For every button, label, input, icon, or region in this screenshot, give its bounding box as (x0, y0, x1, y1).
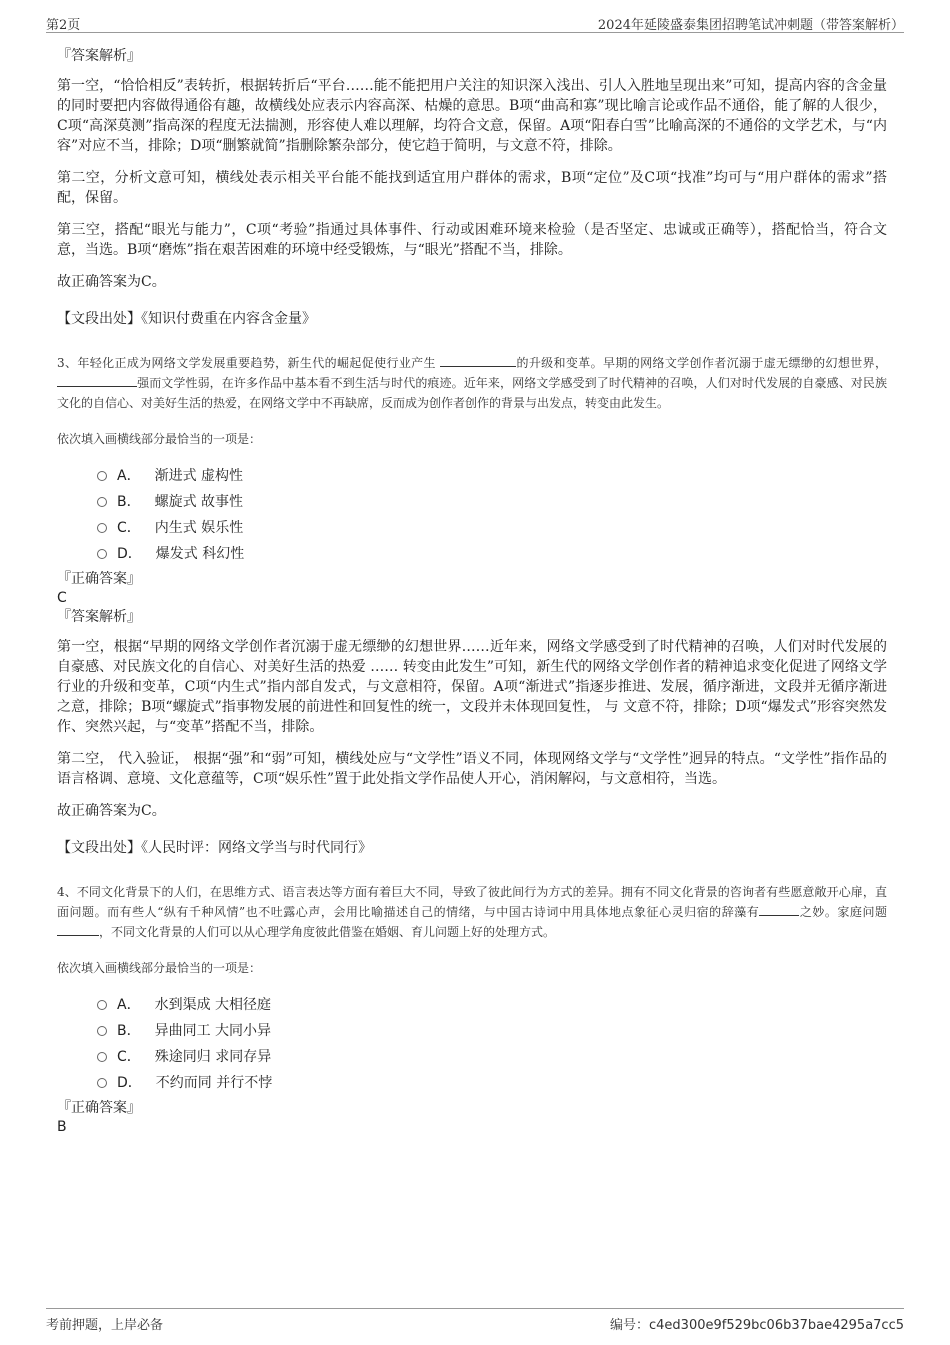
q4-instruction: 依次填入画横线部分最恰当的一项是： (57, 961, 262, 975)
q2-conclusion: 故正确答案为C。 (57, 274, 166, 290)
q3-analysis-p1: 第一空，根据“早期的网络文学创作者沉溺于虚无缥缈的幻想世界……近年来，网络文学感受到了时代精神的召唤，人们对时代发展的自豪感、对民族文化的自信心、对美好生活的热爱 …… 转变由此发生”可知，新生代的网络文学创作者的精神追求变化促进了网络文学行业的升级和变革，C项“内生式”指内部自发式，与文意相符，保留。A项“渐进式”指逐步推进、发展，循序渐进，文段并无循序渐进之意，排除；B项“螺旋式”指事物发展的前进性和回复性的统一，文段并未体现回复性， 与 文意不符，排除；D项“爆发式”形容突然发作、突然兴起，与“变革”搭配不当，排除。 (57, 639, 887, 735)
q2-analysis-label: 『答案解析』 (57, 48, 141, 64)
page-footer (46, 1308, 904, 1331)
q3-instruction: 依次填入画横线部分最恰当的一项是： (57, 432, 262, 446)
page-number: 第2页 (46, 18, 81, 33)
q3-option-c[interactable]: C． 内生式 娱乐性 (97, 515, 887, 541)
radio-icon[interactable] (97, 549, 107, 559)
serial-code: c4ed300e9f529bc06b37bae4295a7cc5 (649, 1318, 904, 1333)
q4-correct-answer: B (57, 1119, 67, 1135)
q2-analysis-p3: 第三空，搭配“眼光与能力”，C项“考验”指通过具体事件、行动或困难环境来检验（是否坚定、忠诚或正确等），搭配恰当，符合文意，当选。B项“磨炼”指在艰苦困难的环境中经受锻炼，与“眼光”搭配不当，排除。 (57, 222, 887, 258)
q3-conclusion: 故正确答案为C。 (57, 803, 166, 819)
radio-icon[interactable] (97, 1078, 107, 1088)
radio-icon[interactable] (97, 1000, 107, 1010)
q2-analysis-p2: 第二空，分析文意可知，横线处表示相关平台能不能找到适宜用户群体的需求，B项“定位”及C项“找准”均可与“用户群体的需求”搭配，保留。 (57, 170, 887, 206)
q4-blank-1 (759, 903, 799, 916)
q4-option-d[interactable]: D． 不约而同 并行不悖 (97, 1070, 887, 1096)
q3-correct-answer: C (57, 590, 67, 606)
q4-stem: 4、不同文化背景下的人们，在思维方式、语言表达等方面有着巨大不同，导致了彼此间行为方式的差异。拥有不同文化背景的咨询者有些愿意敞开心扉，直面问题。而有些人“纵有千种风情”也不吐露心声，会用比喻描述自己的情绪，与中国古诗词中用具体地点象征心灵归宿的辞藻有 之妙。家庭问题，不同文化背景的人们可以从心理学角度彼此借鉴在婚姻、育儿问题上好的处理方式。 (57, 885, 887, 939)
q3-blank-1 (440, 354, 516, 367)
q4-option-b[interactable]: B． 异曲同工 大同小异 (97, 1018, 887, 1044)
page-header (46, 12, 904, 33)
q3-option-d[interactable]: D． 爆发式 科幻性 (97, 541, 887, 567)
q3-analysis-p2: 第二空， 代入验证， 根据“强”和“弱”可知，横线处应与“文学性”语义不同，体现网络文学与“文学性”迥异的特点。“文学性”指作品的语言格调、意境、文化意蕴等，C项“娱乐性”置于此处指文学作品使人开心，消闲解闷，与文意相符，当选。 (57, 751, 887, 787)
q3-analysis-label: 『答案解析』 (57, 609, 141, 625)
q3-option-a[interactable]: A． 渐进式 虚构性 (97, 463, 887, 489)
q4-blank-2 (57, 923, 99, 936)
q3-source: 【文段出处】《人民时评：网络文学当与时代同行》 (57, 840, 372, 856)
q3-options (97, 463, 887, 567)
q2-analysis-p1: 第一空，“恰恰相反”表转折，根据转折后“平台……能不能把用户关注的知识深入浅出、引人入胜地呈现出来”可知，提高内容的含金量的同时要把内容做得通俗有趣，故横线处应表示内容高深、枯燥的意思。B项“曲高和寡”现比喻言论或作品不通俗，能了解的人很少，C项“高深莫测”指高深的程度无法揣测，形容使人难以理解，均符合文意，保留。A项“阳春白雪”比喻高深的不通俗的文学艺术，与“内容”对应不当，排除；D项“删繁就简”指删除繁杂部分，使它趋于简明，与文意不符，排除。 (57, 78, 887, 154)
radio-icon[interactable] (97, 1026, 107, 1036)
q3-stem: 3、年轻化正成为网络文学发展重要趋势，新生代的崛起促使行业产生 的升级和变革。早期的网络文学创作者沉溺于虚无缥缈的幻想世界， 强而文学性弱，在许多作品中基本看不到生活与时代的痕迹。近年来，网络文学感受到了时代精神的召唤，人们对时代发展的自豪感、对民族文化的自信心、对美好生活的热爱，在网络文学中不再缺席，反而成为创作者创作的背景与出发点，转变由此发生。 (57, 356, 887, 410)
radio-icon[interactable] (97, 497, 107, 507)
document-body (57, 46, 887, 1136)
q4-correct-label: 『正确答案』 (57, 1100, 141, 1116)
radio-icon[interactable] (97, 471, 107, 481)
radio-icon[interactable] (97, 1052, 107, 1062)
q2-source: 【文段出处】《知识付费重在内容含金量》 (57, 311, 316, 327)
q4-option-c[interactable]: C． 殊途同归 求同存异 (97, 1044, 887, 1070)
q3-correct-label: 『正确答案』 (57, 571, 141, 587)
footer-slogan: 考前押题，上岸必备 (46, 1318, 164, 1333)
q3-blank-2 (57, 374, 137, 387)
document-title: 2024年延陵盛泰集团招聘笔试冲刺题（带答案解析） (597, 18, 904, 33)
footer-serial: 编号：c4ed300e9f529bc06b37bae4295a7cc5 (610, 1318, 904, 1333)
q3-option-b[interactable]: B． 螺旋式 故事性 (97, 489, 887, 515)
q4-options (97, 992, 887, 1096)
q4-option-a[interactable]: A． 水到渠成 大相径庭 (97, 992, 887, 1018)
radio-icon[interactable] (97, 523, 107, 533)
